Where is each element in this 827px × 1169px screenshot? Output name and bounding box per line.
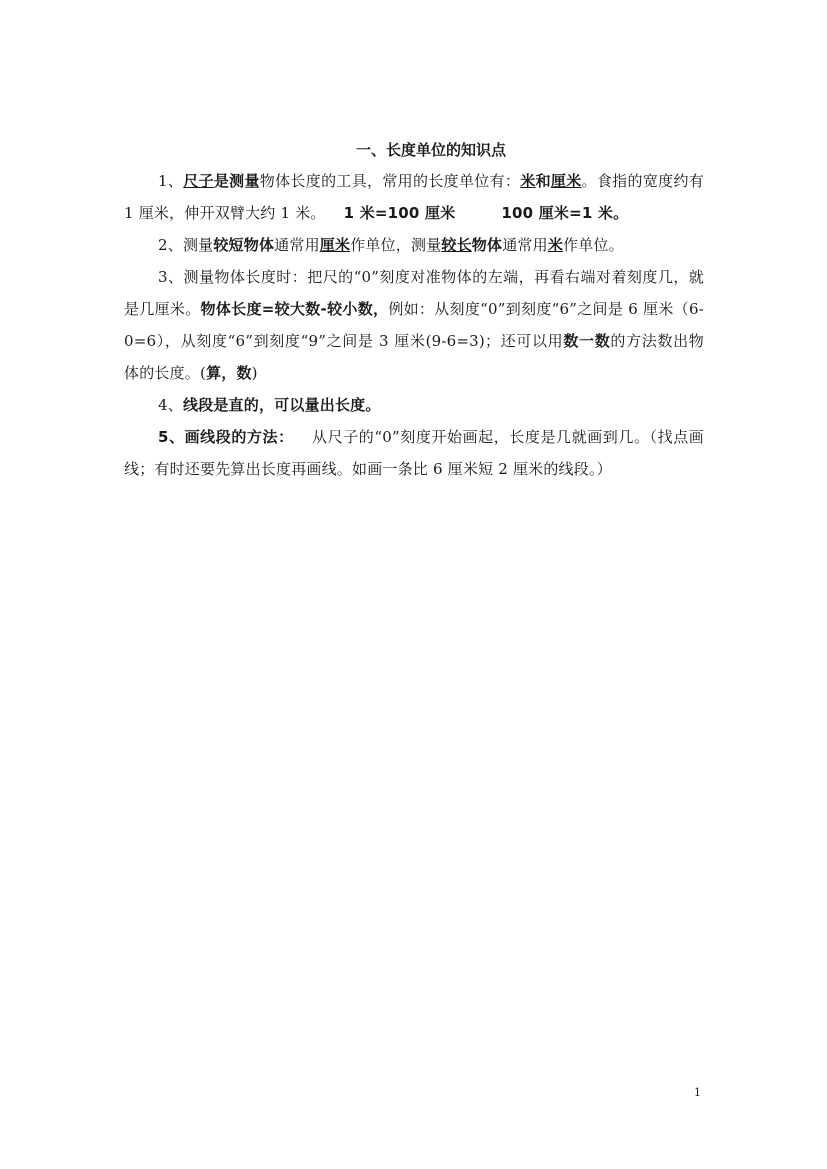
- p2-text-5: 作单位。: [563, 236, 624, 254]
- p3-text-2: 例如：从刻度“0”到刻度“6”之间是 6 厘米（6-0=6），从刻度“6”到刻度“9”之间是 3 厘米(9-6=3)；还可以用: [124, 300, 704, 350]
- p3-count-term: 数一数: [563, 332, 611, 350]
- p1-unit-meter: 米: [520, 172, 536, 190]
- paragraph-5: [124, 421, 704, 485]
- p2-text: 2、测量: [158, 236, 214, 254]
- p2-unit-meter: 米: [547, 236, 564, 254]
- document-body: [124, 135, 704, 485]
- p1-equation-2: 100 厘米=1 米。: [501, 204, 629, 222]
- p2-long-term: 较长: [441, 236, 472, 254]
- p4-number: 4、: [158, 396, 183, 414]
- paragraph-4: [124, 389, 704, 421]
- paragraph-3: [124, 261, 704, 389]
- p5-heading: 5、画线段的方法：: [158, 428, 294, 446]
- paragraph-1: [124, 165, 704, 229]
- p3-methods: 算，数: [206, 364, 252, 382]
- p3-text-4: ): [251, 364, 258, 382]
- p1-equation-1: 1 米=100 厘米: [343, 204, 456, 222]
- page-title: 一、长度单位的知识点: [355, 141, 506, 159]
- p5-text: 从尺子的“0”刻度开始画起，长度是几就画到几。（找点画线；有时还要先算出长度再画线。如画一条比 6 厘米短 2 厘米的线段。）: [124, 428, 704, 478]
- p1-number: 1、: [158, 172, 184, 190]
- p2-short-object: 较短物体: [213, 236, 275, 254]
- p1-measure-term: 是测量: [213, 172, 260, 190]
- p1-text: 物体长度的工具，常用的长度单位有：: [259, 172, 521, 190]
- p4-line-segment-fact: 线段是直的，可以量出长度。: [182, 396, 381, 414]
- p2-text-2: 通常用: [274, 236, 320, 254]
- p1-ruler-term: 尺子: [183, 172, 214, 190]
- paragraph-2: [124, 229, 704, 261]
- p1-text-2: 。食指的宽度约有 1 厘米，伸开双臂大约 1 米。: [124, 172, 704, 222]
- page-number: 1: [694, 1086, 701, 1099]
- p2-text-4: 通常用: [502, 236, 548, 254]
- p3-text-3: 的方法数出物体的长度。(: [124, 332, 704, 382]
- p2-unit-centimeter: 厘米: [319, 236, 351, 254]
- p3-text: 3、测量物体长度时：把尺的“0”刻度对准物体的左端，再看右端对着刻度几，就是几厘米。: [124, 268, 704, 318]
- p3-formula: 物体长度=较大数-较小数，: [200, 300, 389, 318]
- p1-and: 和: [535, 172, 551, 190]
- p1-unit-centimeter: 厘米: [550, 172, 582, 190]
- p2-text-3: 作单位，测量: [350, 236, 442, 254]
- p2-object-term: 物体: [471, 236, 503, 254]
